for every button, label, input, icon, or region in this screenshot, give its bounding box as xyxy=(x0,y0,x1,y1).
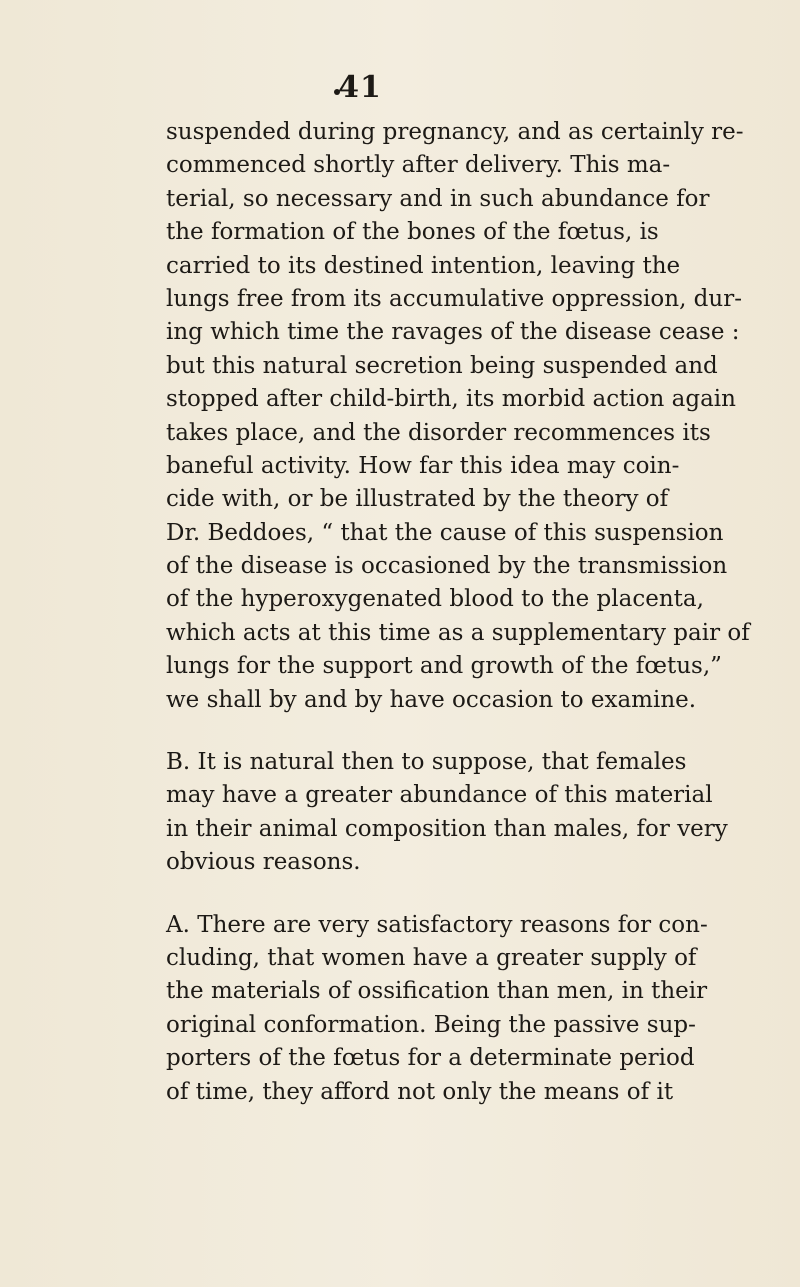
text-line: in their animal composition than males, for very xyxy=(166,815,728,842)
text-line: the formation of the bones of the fœtus, is xyxy=(166,219,659,246)
text-line: carried to its destined intention, leaving the xyxy=(166,252,681,279)
text-line: cluding, that women have a greater supply of xyxy=(166,944,697,971)
text-line: commenced shortly after delivery. This ma- xyxy=(166,152,671,179)
text-line: terial, so necessary and in such abundance for xyxy=(166,185,710,212)
text-line: takes place, and the disorder recommences its xyxy=(166,419,711,446)
text-line: Dr. Beddoes, “ that the cause of this suspension xyxy=(166,519,724,546)
text-line: porters of the fœtus for a determinate period xyxy=(166,1045,695,1072)
text-line: but this natural secretion being suspended and xyxy=(166,352,718,379)
text-line: lungs free from its accumulative oppression, dur- xyxy=(166,285,742,312)
paragraph-3 xyxy=(166,909,708,1109)
text-line: may have a greater abundance of this material xyxy=(166,782,713,809)
text-line: B. It is natural then to suppose, that females xyxy=(166,749,687,776)
text-line: lungs for the support and growth of the fœtus,” xyxy=(166,653,722,680)
text-line: A. There are very satisfactory reasons for con- xyxy=(166,911,708,938)
text-line: of the disease is occasioned by the transmission xyxy=(166,553,728,580)
text-line: which acts at this time as a supplementary pair of xyxy=(166,619,750,646)
text-line: of time, they afford not only the means of it xyxy=(166,1078,674,1105)
text-line: of the hyperoxygenated blood to the placenta, xyxy=(166,586,704,613)
text-line: stopped after child-birth, its morbid action again xyxy=(166,386,736,413)
body-text xyxy=(166,116,750,1109)
text-line: baneful activity. How far this idea may coin- xyxy=(166,452,680,479)
paragraph-spacer xyxy=(166,880,622,909)
text-line: suspended during pregnancy, and as certainly re- xyxy=(166,119,744,145)
paragraph-spacer xyxy=(166,717,622,746)
paragraph-1 xyxy=(166,116,750,717)
text-line: we shall by and by have occasion to examine. xyxy=(166,686,697,713)
page-number: 41 xyxy=(338,70,382,105)
text-line: cide with, or be illustrated by the theory of xyxy=(166,486,669,513)
text-line: obvious reasons. xyxy=(166,849,361,876)
text-line: original conformation. Being the passive sup- xyxy=(166,1011,696,1038)
text-line: ing which time the ravages of the disease cease : xyxy=(166,319,740,346)
text-line: the materials of ossification than men, in their xyxy=(166,978,708,1005)
paragraph-2 xyxy=(166,746,728,880)
